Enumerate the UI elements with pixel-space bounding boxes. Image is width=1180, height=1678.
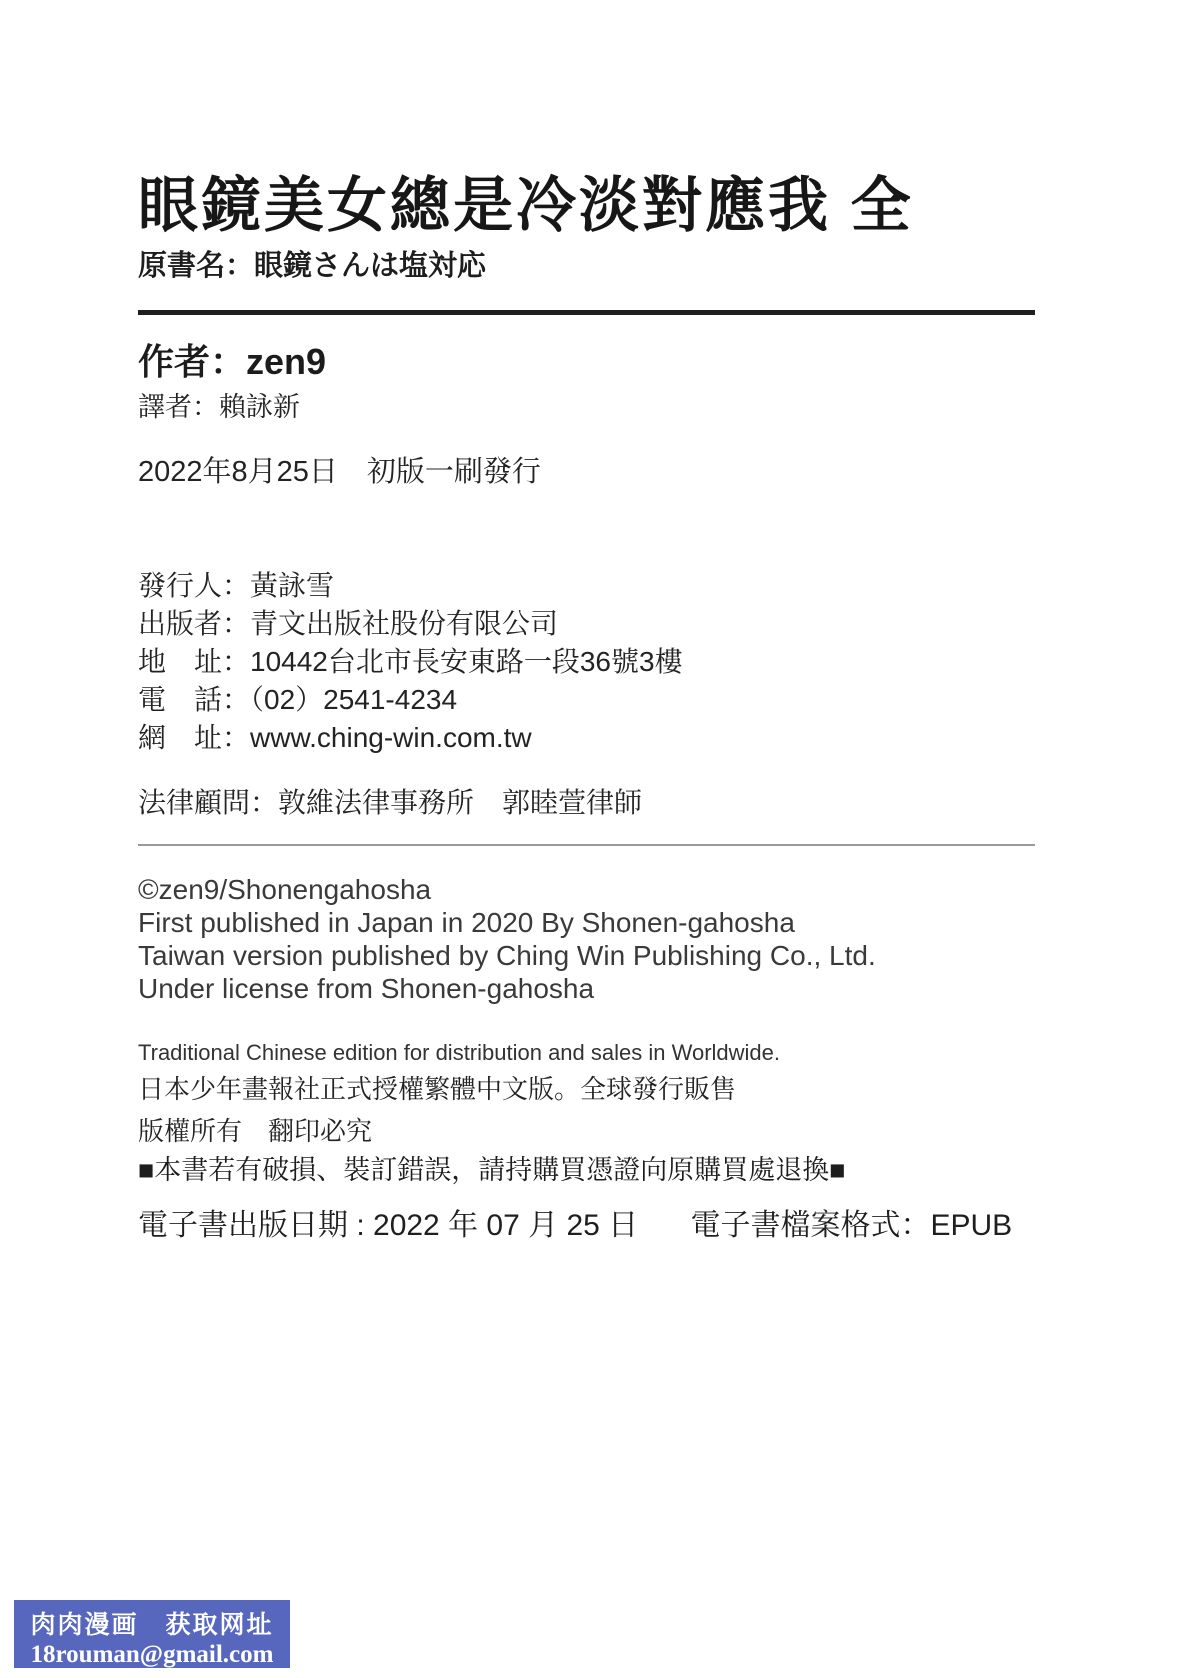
divider-thin [138, 844, 1035, 846]
publisher-line-website: 網 址：www.ching-win.com.tw [138, 722, 532, 753]
return-notice-line: ■本書若有破損、裝訂錯誤，請持購買憑證向原購買處退換■ [138, 1155, 846, 1185]
translator-line: 譯者：賴詠新 [138, 392, 300, 422]
edition-date-line: 2022年8月25日 初版一刷發行 [138, 456, 541, 488]
publisher-line-address: 地 址：10442台北市長安東路一段36號3樓 [138, 646, 683, 677]
license-line-copyright: ©zen9/Shonengahosha [138, 874, 432, 905]
license-line-under-lic: Under license from Shonen-gahosha [138, 973, 595, 1004]
author-line: 作者：zen9 [138, 341, 327, 382]
license-line-taiwan-ver: Taiwan version published by Ching Win Publishing Co., Ltd. [138, 940, 876, 971]
license-line-first-pub: First published in Japan in 2020 By Shonen-gahosha [138, 907, 795, 938]
original-title-line: 原書名：眼鏡さんは塩対応 [138, 250, 487, 282]
distribution-notice-zh: 日本少年畫報社正式授權繁體中文版。全球發行販售 [138, 1074, 737, 1104]
ebook-info-line [138, 1200, 1012, 1244]
license-block [138, 873, 876, 1005]
publisher-line-company: 出版者：青文出版社股份有限公司 [138, 608, 559, 639]
watermark-site-name: 肉肉漫画 获取网址 [30, 1611, 274, 1639]
publisher-info-block [138, 567, 683, 757]
all-rights-reserved-line: 版權所有 翻印必究 [138, 1116, 373, 1146]
distribution-notice-en: Traditional Chinese edition for distribution and sales in Worldwide. [138, 1040, 781, 1065]
divider-thick [138, 310, 1035, 315]
ebook-publish-date: 電子書出版日期 : 2022 年 07 月 25 日 [138, 1209, 639, 1242]
ebook-file-format: 電子書檔案格式：EPUB [690, 1209, 1013, 1242]
watermark-badge [14, 1600, 290, 1668]
publisher-line-phone: 電 話：（02）2541-4234 [138, 684, 458, 715]
publisher-line-issuer: 發行人：黃詠雪 [138, 570, 335, 601]
book-title: 眼鏡美女總是冷淡對應我 全 [138, 172, 914, 239]
legal-advisor-line: 法律顧問：敦維法律事務所 郭睦萱律師 [138, 787, 643, 818]
watermark-email: 18rouman@gmail.com [30, 1641, 274, 1668]
